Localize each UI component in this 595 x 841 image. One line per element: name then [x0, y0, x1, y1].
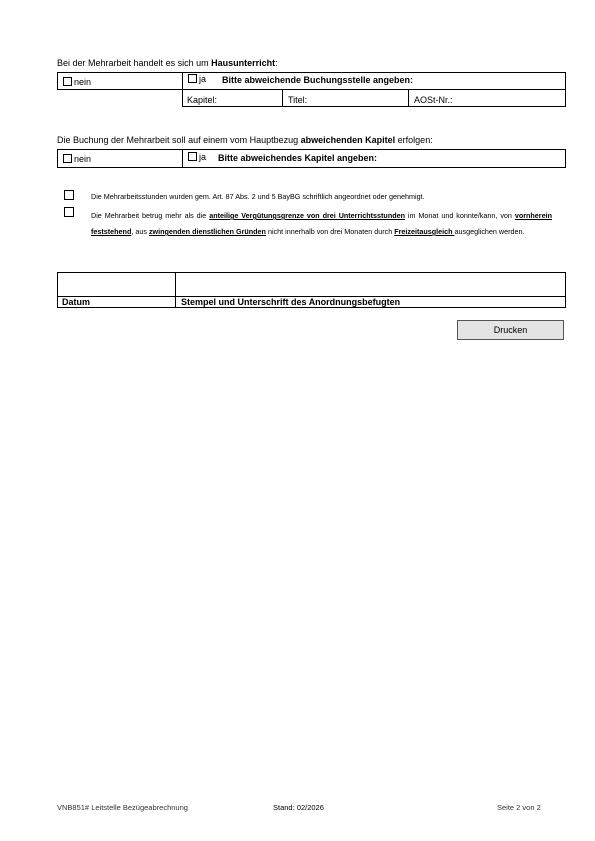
section1-nein-option[interactable]: nein	[63, 77, 91, 88]
kapitel-label: Kapitel:	[187, 95, 218, 105]
section1-ja-instruction: Bitte abweichende Buchungsstelle angeben:	[222, 75, 414, 85]
checkbox-icon[interactable]	[188, 152, 197, 161]
declaration2-checkbox[interactable]	[64, 207, 74, 217]
datum-label: Datum	[62, 297, 91, 307]
print-button[interactable]: Drucken	[457, 320, 564, 340]
section2-nein-option[interactable]: nein	[63, 154, 91, 165]
declaration2-text: Die Mehrarbeit betrug mehr als die anteilige Vergütungsgrenze von drei Unterrichtsstunden im Monat und konnte/kann, von vornherein feststehend, aus zwingenden dienstlichen Gründen nicht innerhalb von drei Monaten durch Freizeitausgleich ausgeglichen werden.	[91, 211, 552, 236]
section2-ja-option[interactable]: ja	[188, 152, 206, 163]
footer-left: VNB851# Leitstelle Bezügeabrechnung	[57, 803, 188, 812]
checkbox-icon[interactable]	[63, 77, 72, 86]
aost-label: AOSt-Nr.:	[414, 95, 453, 105]
titel-label: Titel:	[288, 95, 308, 105]
stempel-input-cell[interactable]	[175, 272, 566, 297]
stempel-label: Stempel und Unterschrift des Anordnungsbefugten	[181, 297, 401, 307]
datum-input-cell[interactable]	[57, 272, 176, 297]
footer-center: Stand: 02/2026	[273, 803, 324, 812]
section1-intro: Bei der Mehrarbeit handelt es sich um Hausunterricht:	[57, 58, 278, 68]
section1-ja-option[interactable]: ja	[188, 74, 206, 85]
section2-ja-instruction: Bitte abweichendes Kapitel angeben:	[218, 153, 378, 163]
checkbox-icon[interactable]	[63, 154, 72, 163]
declaration1-text: Die Mehrarbeitsstunden wurden gem. Art. 87 Abs. 2 und 5 BayBG schriftlich angeordnet oder genehmigt.	[91, 192, 425, 201]
section2-intro: Die Buchung der Mehrarbeit soll auf einem vom Hauptbezug abweichenden Kapitel erfolgen:	[57, 135, 433, 145]
checkbox-icon[interactable]	[188, 74, 197, 83]
declaration1-checkbox[interactable]	[64, 190, 74, 200]
footer-right: Seite 2 von 2	[497, 803, 541, 812]
